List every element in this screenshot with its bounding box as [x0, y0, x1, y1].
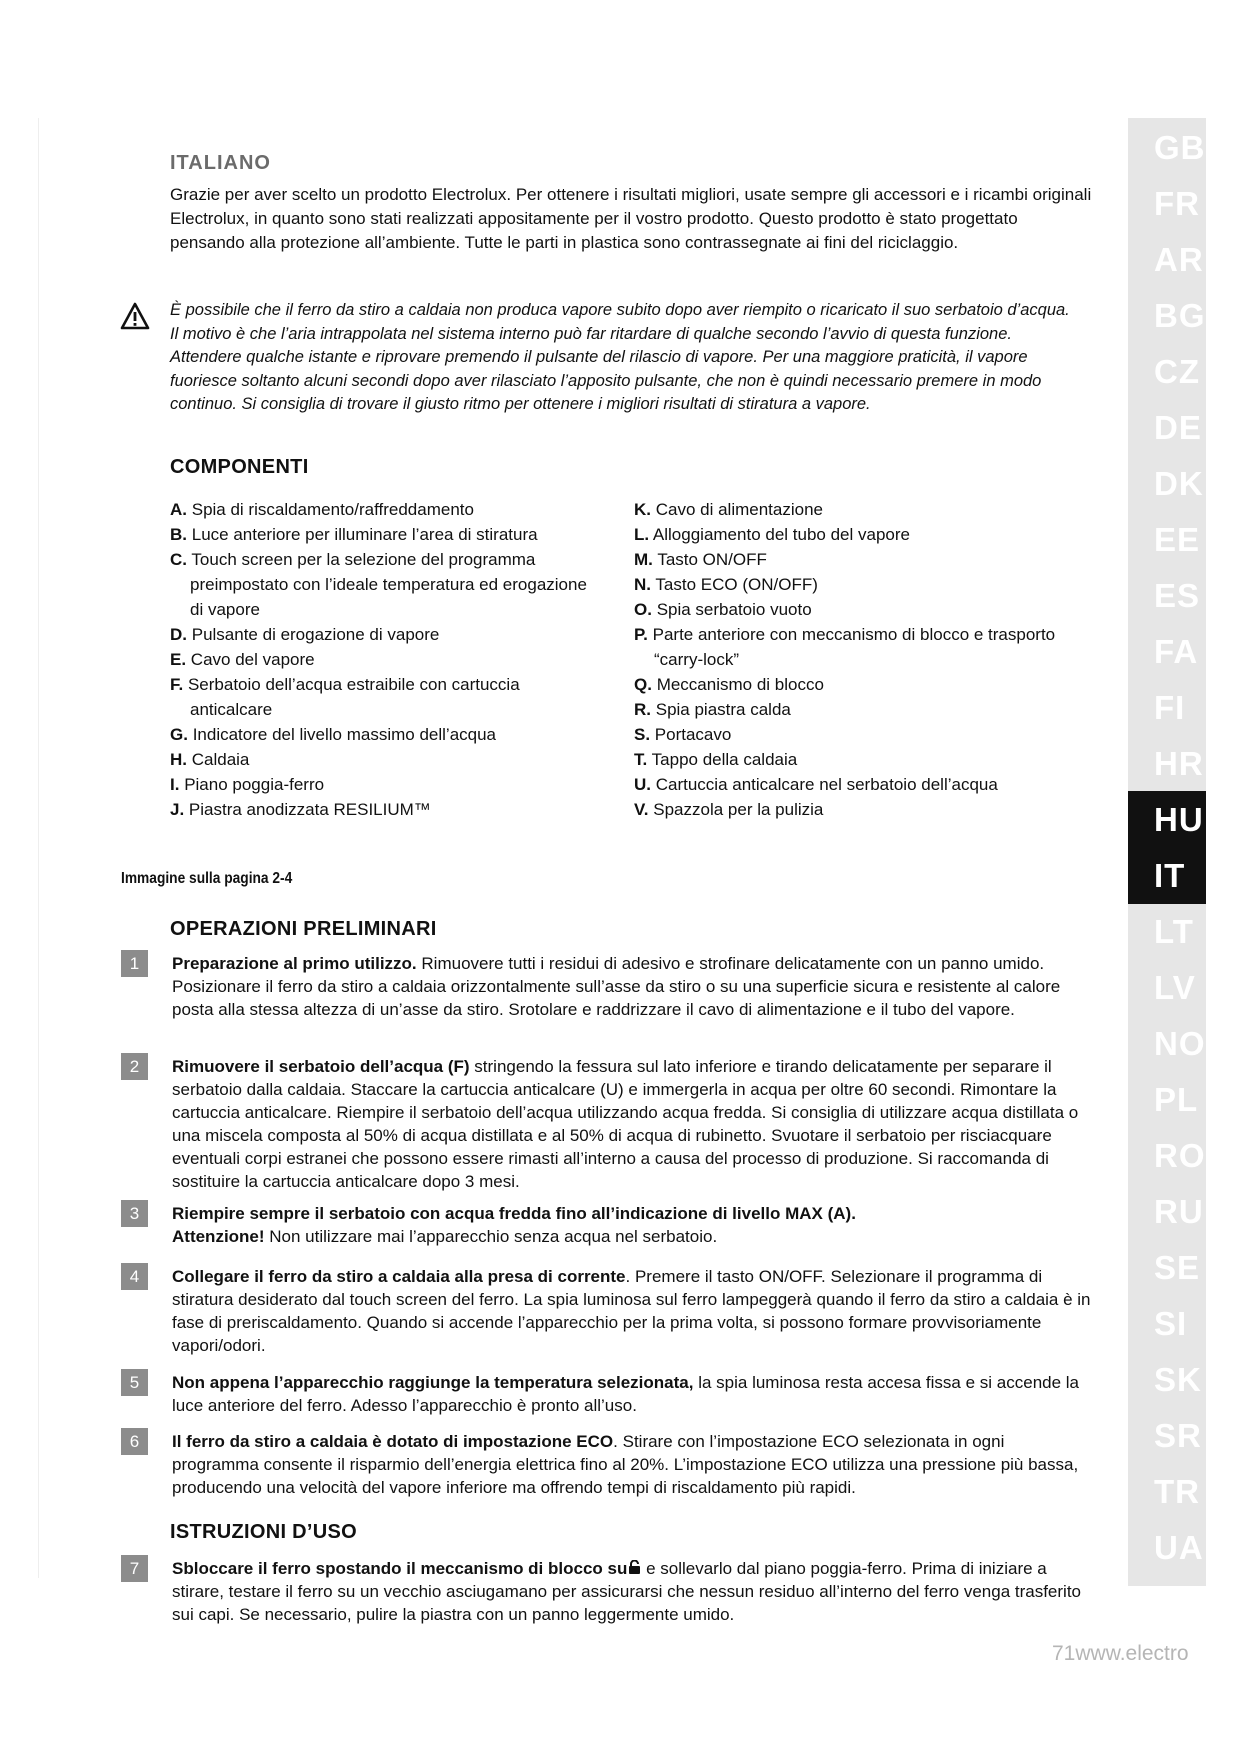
step-1-text	[172, 952, 1092, 1021]
component-key: Q.	[634, 675, 652, 694]
step-7-bold: Sbloccare il ferro spostando il meccanismo di blocco su	[172, 1559, 628, 1578]
step-7-text	[172, 1557, 1092, 1626]
intro-text: Grazie per aver scelto un prodotto Electrolux. Per ottenere i risultati migliori, usate sempre gli accessori e i ricambi originali Electrolux, in quanto sono stati realizzati appositamente per il vostro prodotto. Questo prodotto è stato progettato pensando alla protezione all’ambiente. Tutte le parti in plastica sono contrassegnate ai fini del riciclaggio.	[170, 185, 1092, 252]
lang-no[interactable]: NO	[1154, 1025, 1206, 1062]
component-item	[170, 747, 590, 772]
component-item	[634, 772, 1064, 797]
lang-sk[interactable]: SK	[1154, 1361, 1202, 1398]
step-number: 5	[121, 1369, 148, 1396]
step-number: 2	[121, 1053, 148, 1080]
component-key: L.	[634, 525, 650, 544]
lang-cz[interactable]: CZ	[1154, 353, 1200, 390]
component-label: Tappo della caldaia	[651, 750, 798, 769]
component-item	[170, 547, 590, 622]
component-key: I.	[170, 775, 180, 794]
component-key: A.	[170, 500, 187, 519]
step-7-body: e sollevarlo dal piano poggia-ferro. Prima di iniziare a stirare, testare il ferro su un vecchio asciugamano per assicurarsi che nessun residuo all’interno del ferro venga trasferito sui capi. Se necessario, pulire la piastra con un panno leggermente umido.	[172, 1559, 1082, 1624]
components-right-list	[634, 497, 1064, 822]
page-footer: 71www.electro	[1052, 1642, 1189, 1665]
component-item	[634, 747, 1064, 772]
step-number: 4	[121, 1263, 148, 1290]
step-5-text	[172, 1371, 1092, 1417]
lang-fi[interactable]: FI	[1154, 689, 1186, 726]
component-label: Parte anteriore con meccanismo di blocco e trasporto “carry-lock”	[652, 625, 1056, 669]
component-label: Luce anteriore per illuminare l’area di stiratura	[191, 525, 538, 544]
component-key: T.	[634, 750, 648, 769]
step-4-text	[172, 1265, 1092, 1357]
step-2-text	[172, 1055, 1092, 1193]
component-label: Cavo di alimentazione	[655, 500, 823, 519]
component-label: Alloggiamento del tubo del vapore	[652, 525, 910, 544]
component-item	[170, 522, 590, 547]
preliminary-section	[170, 918, 1095, 941]
lang-ee[interactable]: EE	[1154, 521, 1201, 558]
component-item	[170, 722, 590, 747]
component-label: Spia serbatoio vuoto	[656, 600, 812, 619]
lang-ar[interactable]: AR	[1154, 241, 1204, 278]
component-item	[170, 497, 590, 522]
component-item	[634, 572, 1064, 597]
lang-se[interactable]: SE	[1154, 1249, 1201, 1286]
step-1-bold: Preparazione al primo utilizzo.	[172, 954, 417, 973]
component-label: Indicatore del livello massimo dell’acqua	[192, 725, 497, 744]
usage-heading: ISTRUZIONI D’USO	[170, 1521, 358, 1543]
lang-it[interactable]: IT	[1128, 847, 1206, 904]
component-key: S.	[634, 725, 651, 744]
component-item	[170, 772, 590, 797]
lang-hr[interactable]: HR	[1154, 745, 1204, 782]
component-item	[634, 547, 1064, 572]
lang-es[interactable]: ES	[1154, 577, 1201, 614]
lang-dk[interactable]: DK	[1154, 465, 1204, 502]
component-item	[634, 597, 1064, 622]
component-item	[634, 797, 1064, 822]
lang-tr[interactable]: TR	[1154, 1473, 1200, 1510]
component-key: E.	[170, 650, 187, 669]
lang-gb[interactable]: GB	[1154, 129, 1206, 166]
component-item	[634, 722, 1064, 747]
lang-bg[interactable]: BG	[1154, 297, 1206, 334]
step-5-body: la spia luminosa resta accesa fissa e si accende la luce anteriore del ferro. Adesso l’apparecchio è pronto all’uso.	[172, 1373, 1080, 1415]
lang-si[interactable]: SI	[1154, 1305, 1188, 1342]
component-item	[170, 672, 590, 722]
component-item	[634, 522, 1064, 547]
components-heading: COMPONENTI	[170, 456, 309, 478]
component-label: Cartuccia anticalcare nel serbatoio dell’acqua	[655, 775, 998, 794]
step-3-bold2: Attenzione!	[172, 1227, 265, 1246]
step-number: 6	[121, 1428, 148, 1455]
component-label: Caldaia	[191, 750, 250, 769]
component-label: Serbatoio dell’acqua estraibile con cartuccia anticalcare	[187, 675, 520, 719]
component-label: Cavo del vapore	[190, 650, 315, 669]
components-section	[170, 456, 1095, 479]
component-label: Pulsante di erogazione di vapore	[191, 625, 440, 644]
component-label: Touch screen per la selezione del programma preimpostato con l’ideale temperatura ed erogazione di vapore	[190, 550, 587, 619]
lang-sr[interactable]: SR	[1154, 1417, 1202, 1454]
component-key: J.	[170, 800, 185, 819]
step-1-body: Rimuovere tutti i residui di adesivo e strofinare delicatamente con un panno umido. Posizionare il ferro da stiro a caldaia orizzontalmente sull’asse da stiro o su una superficie sicura e resistente al calore posta alla stessa altezza di un’asse da stiro. Srotolare e raddrizzare il cavo di alimentazione e il tubo del vapore.	[172, 954, 1061, 1019]
component-key: M.	[634, 550, 653, 569]
step-3-bold: Riempire sempre il serbatoio con acqua fredda fino all’indicazione di livello MAX (A).	[172, 1204, 856, 1223]
component-key: C.	[170, 550, 187, 569]
component-key: K.	[634, 500, 651, 519]
component-key: D.	[170, 625, 187, 644]
step-number: 7	[121, 1555, 148, 1582]
component-label: Tasto ECO (ON/OFF)	[655, 575, 818, 594]
language-heading: ITALIANO	[170, 152, 271, 174]
component-item	[170, 622, 590, 647]
step-5-bold: Non appena l’apparecchio raggiunge la temperatura selezionata,	[172, 1373, 694, 1392]
components-left-list	[170, 497, 590, 822]
step-3-body: Non utilizzare mai l’apparecchio senza acqua nel serbatoio.	[264, 1227, 718, 1246]
lang-fr[interactable]: FR	[1154, 185, 1200, 222]
component-key: O.	[634, 600, 652, 619]
step-2-body: stringendo la fessura sul lato inferiore e tirando delicatamente per separare il serbatoio dalla caldaia. Staccare la cartuccia anticalcare (U) e immergerla in acqua per oltre 60 secondi. Rimontare la cartuccia anticalcare. Riempire il serbatoio dell’acqua utilizzando acqua fredda. Si consiglia di utilizzare acqua distillata o una miscela composta al 50% di acqua distillata e al 50% di acqua di rubinetto. Svuotare il serbatoio per risciacquare eventuali corpi estranei che possono essere rimasti all’interno a causa del processo di produzione. Si raccomanda di sostituire la cartuccia anticalcare dopo 3 mesi.	[172, 1057, 1079, 1191]
component-key: P.	[634, 625, 648, 644]
component-item	[170, 797, 590, 822]
component-label: Piano poggia-ferro	[184, 775, 325, 794]
unlock-icon	[628, 1560, 641, 1575]
intro-section	[170, 152, 1095, 255]
usage-section	[170, 1521, 1095, 1544]
step-4-body: . Premere il tasto ON/OFF. Selezionare il programma di stiratura desiderato dal touch screen del ferro. La spia luminosa sul ferro lampeggerà quando il ferro da stiro a caldaia è in fase di preriscaldamento. Quando si accende l’apparecchio per la prima volta, si possono formare provvisoriamente vapori/odori.	[172, 1267, 1091, 1355]
component-key: R.	[634, 700, 651, 719]
component-label: Spia piastra calda	[655, 700, 791, 719]
step-number: 3	[121, 1200, 148, 1227]
lang-fa[interactable]: FA	[1154, 633, 1199, 670]
component-key: G.	[170, 725, 188, 744]
component-key: U.	[634, 775, 651, 794]
preliminary-heading: OPERAZIONI PRELIMINARI	[170, 918, 437, 940]
warning-section	[170, 299, 1080, 417]
component-label: Piastra anodizzata RESILIUM™	[188, 800, 431, 819]
step-3-text	[172, 1202, 1092, 1248]
warning-text: È possibile che il ferro da stiro a caldaia non produca vapore subito dopo aver riempito o ricaricato il suo serbatoio d’acqua. Il motivo è che l’aria intrappolata nel sistema interno può far ritardare di qualche secondo l’avvio di questa funzione. Attendere qualche istante e riprovare premendo il pulsante del rilascio di vapore. Per una maggiore praticità, il vapore fuoriesce soltanto alcuni secondi dopo aver rilasciato l’apposito pulsante, che non è quindi necessario premere in modo continuo. Si consiglia di trovare il giusto ritmo per ottenere i migliori risultati di stiratura a vapore.	[170, 301, 1070, 413]
language-tab	[1128, 118, 1206, 1586]
margin-line	[38, 118, 39, 1578]
image-caption: Immagine sulla pagina 2-4	[121, 870, 293, 887]
component-key: F.	[170, 675, 184, 694]
warning-icon	[120, 302, 150, 330]
component-key: H.	[170, 750, 187, 769]
lang-pl[interactable]: PL	[1154, 1081, 1199, 1118]
lang-ua[interactable]: UA	[1154, 1529, 1204, 1566]
step-number: 1	[121, 950, 148, 977]
component-key: B.	[170, 525, 187, 544]
lang-hu[interactable]: HU	[1128, 791, 1206, 848]
component-label: Spia di riscaldamento/raffreddamento	[191, 500, 474, 519]
component-item	[170, 647, 590, 672]
component-label: Spazzola per la pulizia	[653, 800, 824, 819]
step-4-bold: Collegare il ferro da stiro a caldaia alla presa di corrente	[172, 1267, 626, 1286]
component-item	[634, 622, 1064, 672]
component-item	[634, 497, 1064, 522]
component-key: N.	[634, 575, 651, 594]
lang-ro[interactable]: RO	[1154, 1137, 1206, 1174]
component-item	[634, 672, 1064, 697]
component-label: Portacavo	[654, 725, 732, 744]
step-2-bold: Rimuovere il serbatoio dell’acqua (F)	[172, 1057, 470, 1076]
lang-de[interactable]: DE	[1154, 409, 1202, 446]
component-label: Tasto ON/OFF	[657, 550, 767, 569]
component-label: Meccanismo di blocco	[656, 675, 824, 694]
step-6-text	[172, 1430, 1092, 1499]
component-key: V.	[634, 800, 649, 819]
step-6-body: . Stirare con l’impostazione ECO selezionata in ogni programma consente il risparmio dell’energia elettrica fino al 20%. L’impostazione ECO utilizza una pressione più bassa, producendo una velocità del vapore inferiore ma offrendo tempi di riscaldamento più rapidi.	[172, 1432, 1079, 1497]
lang-ru[interactable]: RU	[1154, 1193, 1204, 1230]
component-item	[634, 697, 1064, 722]
lang-lv[interactable]: LV	[1154, 969, 1196, 1006]
lang-lt[interactable]: LT	[1154, 913, 1194, 950]
step-6-bold: Il ferro da stiro a caldaia è dotato di impostazione ECO	[172, 1432, 614, 1451]
